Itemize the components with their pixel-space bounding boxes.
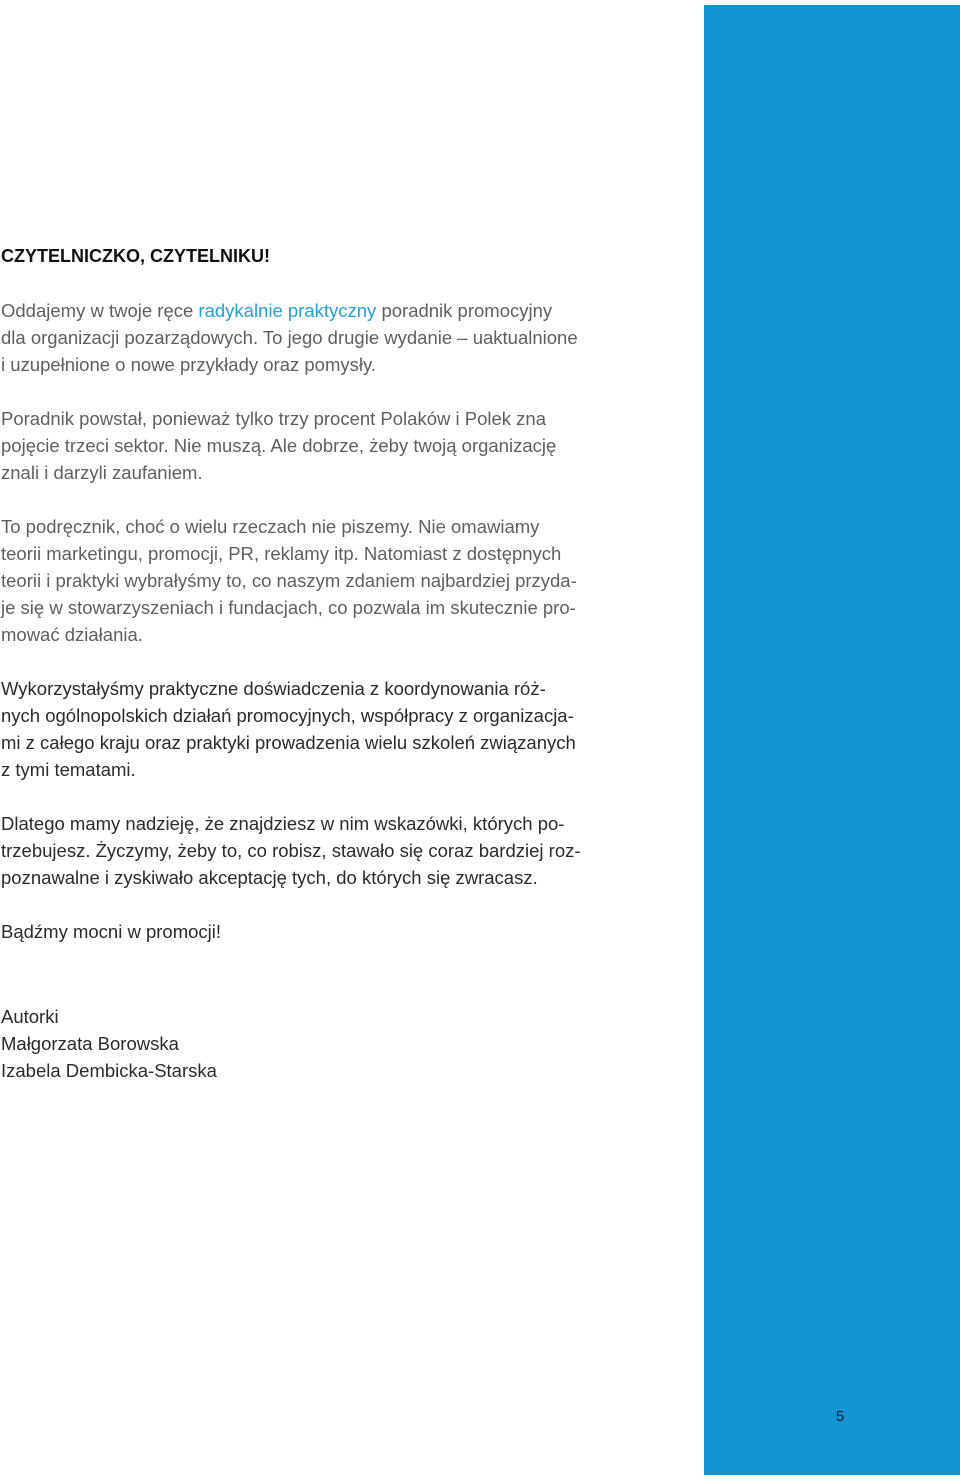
text-line: nych ogólnopolskich działań promocyjnych, współpracy z organizacja- <box>1 705 574 726</box>
text-line: Wykorzystałyśmy praktyczne doświadczenia z koordynowania róż- <box>1 678 546 699</box>
paragraph-intro <box>1 297 671 378</box>
text-line: poznawalne i zyskiwało akceptację tych, do których się zwracasz. <box>1 867 538 888</box>
text-line: teorii i praktyki wybrałyśmy to, co naszym zdaniem najbardziej przyda- <box>1 570 577 591</box>
signature-label: Autorki <box>1 1006 59 1027</box>
text-line: pojęcie trzeci sektor. Nie muszą. Ale dobrze, żeby twoją organizację <box>1 435 557 456</box>
highlighted-phrase: radykalnie praktyczny <box>198 300 377 321</box>
paragraph-closing <box>1 918 671 945</box>
text-line: teorii marketingu, promocji, PR, reklamy itp. Natomiast z dostępnych <box>1 543 562 564</box>
article-body <box>1 243 671 972</box>
author-name: Izabela Dembicka-Starska <box>1 1060 217 1081</box>
side-color-band <box>704 5 960 1475</box>
paragraph-4 <box>1 675 671 783</box>
paragraph-2 <box>1 405 671 486</box>
author-name: Małgorzata Borowska <box>1 1033 179 1054</box>
text-line: To podręcznik, choć o wielu rzeczach nie piszemy. Nie omawiamy <box>1 516 540 537</box>
text-line: mi z całego kraju oraz praktyki prowadzenia wielu szkoleń związanych <box>1 732 576 753</box>
page-title: CZYTELNICZKO, CZYTELNIKU! <box>1 246 270 266</box>
text-line: z tymi tematami. <box>1 759 136 780</box>
text-line: je się w stowarzyszeniach i fundacjach, co pozwala im skutecznie pro- <box>1 597 576 618</box>
paragraph-5 <box>1 810 671 891</box>
signature-block <box>1 1003 217 1084</box>
intro-line-1: Oddajemy w twoje ręce radykalnie praktyczny poradnik promocyjny <box>1 300 553 321</box>
paragraph-3 <box>1 513 671 648</box>
text-line: znali i darzyli zaufaniem. <box>1 462 203 483</box>
text-line: Dlatego mamy nadzieję, że znajdziesz w nim wskazówki, których po- <box>1 813 565 834</box>
text-line: Poradnik powstał, ponieważ tylko trzy procent Polaków i Polek zna <box>1 408 546 429</box>
page-number: 5 <box>835 1408 845 1425</box>
text-line: mować działania. <box>1 624 143 645</box>
intro-line-3: i uzupełnione o nowe przykłady oraz pomysły. <box>1 354 376 375</box>
intro-line-2: dla organizacji pozarządowych. To jego drugie wydanie – uaktualnione <box>1 327 578 348</box>
text-line: trzebujesz. Życzymy, żeby to, co robisz, stawało się coraz bardziej roz- <box>1 840 581 861</box>
closing-line: Bądźmy mocni w promocji! <box>1 921 222 942</box>
